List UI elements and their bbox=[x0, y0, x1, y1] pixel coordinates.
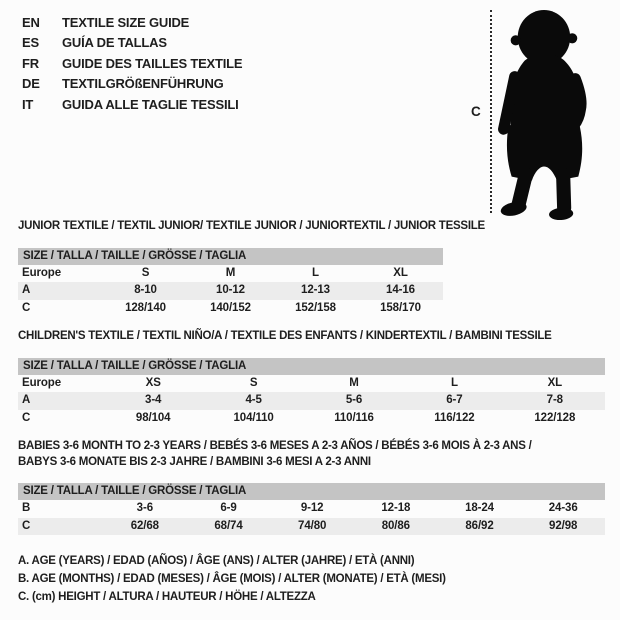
language-label: GUIDA ALLE TAGLIE TESSILI bbox=[62, 96, 239, 112]
size-guide-content bbox=[18, 219, 605, 607]
table-cell: L bbox=[312, 266, 319, 279]
table-cell: 158/170 bbox=[380, 301, 421, 314]
table-header: SIZE / TALLA / TAILLE / GRÖSSE / TAGLIA bbox=[18, 358, 605, 375]
table-title: JUNIOR TEXTILE / TEXTIL JUNIOR/ TEXTILE JUNIOR / JUNIORTEXTIL / JUNIOR TESSILE bbox=[18, 220, 485, 232]
table-cell: 3-6 bbox=[136, 502, 153, 514]
row-label: A bbox=[22, 394, 31, 406]
row-label: C bbox=[22, 411, 31, 424]
language-label: TEXTILE SIZE GUIDE bbox=[62, 15, 190, 30]
language-row bbox=[22, 33, 242, 53]
height-dotted-line bbox=[490, 10, 492, 213]
height-measure-figure bbox=[462, 6, 612, 222]
table-cell: 12-18 bbox=[381, 502, 411, 514]
language-row bbox=[22, 74, 242, 94]
table-cell: 116/122 bbox=[434, 411, 475, 424]
language-label: TEXTILGRÖßENFÜHRUNG bbox=[62, 76, 224, 92]
table-cell: XL bbox=[393, 266, 408, 279]
table-cell: 4-5 bbox=[245, 394, 262, 406]
table-cell: 10-12 bbox=[216, 284, 245, 296]
legend-line: A. AGE (YEARS) / EDAD (AÑOS) / ÂGE (ANS) / ALTER (JAHRE) / ETÀ (ANNI) bbox=[18, 555, 415, 567]
table-cell: S bbox=[141, 266, 150, 279]
language-code: IT bbox=[22, 96, 34, 112]
table-row bbox=[18, 282, 443, 300]
language-label: GUÍA DE TALLAS bbox=[62, 35, 167, 51]
table-header: SIZE / TALLA / TAILLE / GRÖSSE / TAGLIA bbox=[18, 248, 443, 265]
table-row bbox=[18, 518, 605, 536]
table-cell: 92/98 bbox=[549, 519, 578, 532]
table-cell: 9-12 bbox=[300, 502, 324, 514]
size-table bbox=[18, 439, 605, 535]
table-row bbox=[18, 300, 443, 318]
table-cell: 128/140 bbox=[125, 301, 166, 314]
legend-line: B. AGE (MONTHS) / EDAD (MESES) / ÂGE (MOIS) / ALTER (MONATE) / ETÀ (MESI) bbox=[18, 573, 446, 586]
table-cell: M bbox=[349, 376, 359, 389]
table-cell: 7-8 bbox=[546, 394, 563, 406]
table-row bbox=[18, 392, 605, 410]
table-cell: 18-24 bbox=[465, 502, 494, 514]
row-label: B bbox=[22, 502, 31, 514]
table-cell: 68/74 bbox=[214, 519, 243, 532]
table-cell: XS bbox=[145, 376, 161, 389]
table-row bbox=[18, 500, 605, 518]
size-tables bbox=[18, 219, 605, 535]
size-table bbox=[18, 329, 605, 427]
table-grid bbox=[18, 483, 605, 535]
table-cell: 8-10 bbox=[134, 284, 157, 296]
table-cell: S bbox=[249, 376, 258, 389]
table-cell: 80/86 bbox=[381, 519, 410, 532]
measure-legend bbox=[18, 552, 605, 607]
row-label: C bbox=[22, 519, 31, 532]
table-cell: 3-4 bbox=[145, 394, 162, 406]
table-grid bbox=[18, 358, 605, 428]
table-cell: M bbox=[225, 266, 236, 279]
table-cell: L bbox=[450, 376, 458, 389]
language-code: FR bbox=[22, 55, 39, 71]
table-cell: 104/110 bbox=[233, 411, 274, 424]
row-label: Europe bbox=[22, 376, 62, 389]
table-grid bbox=[18, 248, 443, 318]
language-row bbox=[22, 95, 242, 115]
table-row bbox=[18, 375, 605, 393]
legend-line: C. (cm) HEIGHT / ALTURA / HAUTEUR / HÖHE / ALTEZZA bbox=[18, 591, 316, 604]
table-cell: 86/92 bbox=[465, 519, 494, 532]
table-cell: 6-9 bbox=[220, 502, 237, 514]
table-row bbox=[18, 410, 605, 428]
language-list bbox=[22, 13, 242, 115]
table-cell: 24-36 bbox=[548, 502, 578, 514]
table-row bbox=[18, 265, 443, 283]
table-cell: 6-7 bbox=[446, 394, 463, 406]
table-title: BABIES 3-6 MONTH TO 2-3 YEARS / BEBÉS 3-6 MESES A 2-3 AÑOS / BÉBÉS 3-6 MOIS À 2-3 ANS / bbox=[18, 440, 532, 452]
language-label: GUIDE DES TAILLES TEXTILE bbox=[62, 55, 243, 71]
table-cell: 152/158 bbox=[295, 301, 336, 314]
row-label: A bbox=[22, 284, 31, 296]
table-cell: 12-13 bbox=[301, 284, 330, 296]
table-cell: 14-16 bbox=[386, 284, 415, 296]
language-row bbox=[22, 13, 242, 33]
table-title: BABYS 3-6 MONATE BIS 2-3 JAHRE / BAMBINI 3-6 MESI A 2-3 ANNI bbox=[18, 455, 371, 468]
measure-c-label: C bbox=[471, 104, 481, 119]
row-label: Europe bbox=[22, 266, 62, 279]
table-cell: 140/152 bbox=[210, 301, 251, 314]
table-header: SIZE / TALLA / TAILLE / GRÖSSE / TAGLIA bbox=[18, 483, 605, 500]
table-cell: XL bbox=[547, 376, 563, 389]
language-row bbox=[22, 54, 242, 74]
table-cell: 122/128 bbox=[534, 411, 576, 424]
table-cell: 98/104 bbox=[135, 411, 171, 424]
size-table bbox=[18, 219, 605, 317]
toddler-silhouette-icon bbox=[497, 6, 599, 220]
language-code: ES bbox=[22, 35, 39, 51]
language-code: EN bbox=[22, 15, 40, 30]
table-cell: 110/116 bbox=[334, 411, 374, 424]
table-cell: 5-6 bbox=[345, 394, 363, 406]
row-label: C bbox=[22, 301, 31, 314]
table-cell: 74/80 bbox=[298, 519, 327, 532]
table-cell: 62/68 bbox=[130, 519, 159, 532]
language-code: DE bbox=[22, 76, 40, 92]
table-title: CHILDREN'S TEXTILE / TEXTIL NIÑO/A / TEXTILE DES ENFANTS / KINDERTEXTIL / BAMBINI TESSILE bbox=[18, 330, 552, 342]
